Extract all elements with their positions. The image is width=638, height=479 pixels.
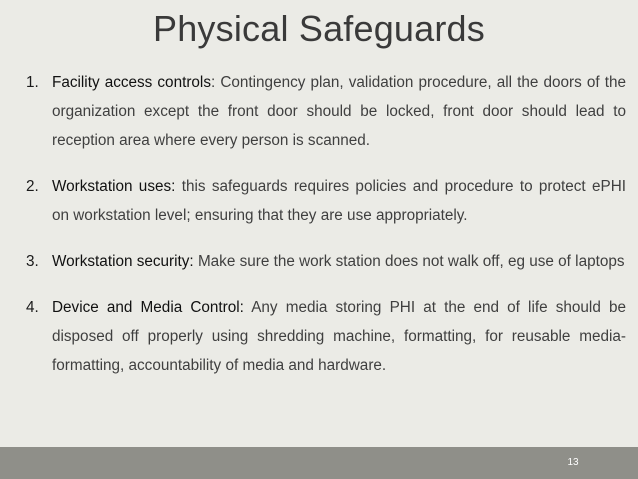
list-item (26, 247, 626, 276)
safeguards-list (26, 68, 626, 397)
slide-title: Physical Safeguards (153, 8, 485, 49)
item-term: Workstation uses: (52, 178, 176, 195)
item-text: this safeguards requires policies and procedure to protect ePHI on workstation level; ensuring that they are use appropriately. (52, 178, 627, 224)
page-number: 13 (567, 457, 579, 468)
item-text: Contingency plan, validation procedure, all the doors of the organization except the front door should be locked, front door should lead to reception area where every person is scanned. (52, 74, 627, 149)
item-text: Any media storing PHI at the end of life should be disposed off properly using shredding machine, formatting, for reusable media-formatting, accountability of media and hardware. (52, 299, 626, 374)
list-item (26, 172, 626, 230)
item-number: 2. (26, 178, 39, 195)
item-text: Make sure the work station does not walk off, eg use of laptops (197, 253, 625, 270)
item-number: 3. (26, 253, 39, 270)
item-term: Facility access controls (52, 74, 211, 91)
item-term: Device and Media Control: (52, 299, 244, 316)
item-separator: : (210, 74, 221, 91)
item-number: 4. (26, 299, 39, 316)
item-number: 1. (26, 74, 39, 91)
list-item (26, 68, 626, 155)
item-term: Workstation security: (52, 253, 194, 270)
footer-bar (0, 447, 638, 479)
list-item (26, 293, 626, 380)
